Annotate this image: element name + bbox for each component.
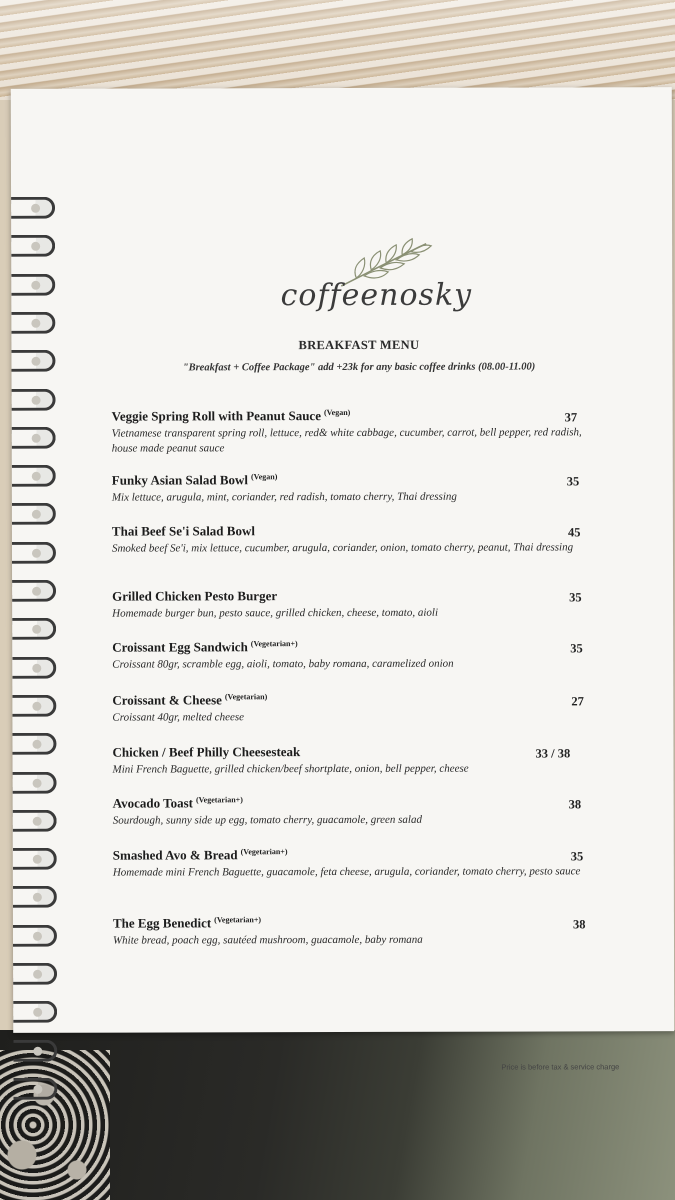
binding-ring	[13, 1001, 57, 1023]
menu-item	[112, 522, 592, 556]
menu-item	[112, 691, 592, 725]
menu-item-name	[112, 587, 592, 604]
menu-item-title: Croissant Egg Sandwich	[112, 639, 248, 655]
menu-title: BREAKFAST MENU	[298, 337, 420, 353]
binding-ring	[11, 197, 55, 219]
binding-ring	[12, 541, 56, 563]
menu-item-price: 35	[569, 590, 582, 605]
menu-item-price: 35	[566, 474, 580, 489]
wooden-table-background	[0, 0, 675, 100]
menu-item-title: Thai Beef Se'i Salad Bowl	[111, 523, 255, 539]
diet-tag: (Vegetarian+)	[250, 639, 298, 649]
menu-item-description: Homemade mini French Baguette, guacamole, feta cheese, arugula, coriander, tomato cherry, pesto sauce	[112, 865, 581, 879]
menu-item-price: 37	[564, 410, 578, 425]
menu-item	[112, 638, 592, 672]
menu-item-title: Smashed Avo & Bread	[112, 847, 238, 863]
menu-item-description: Croissant 80gr, scramble egg, aioli, tomato, baby romana, caramelized onion	[112, 657, 454, 671]
menu-item	[112, 471, 592, 505]
menu-item-price: 35	[570, 641, 583, 656]
menu-item-price: 38	[572, 917, 586, 932]
menu-item-description: Smoked beef Se'i, mix lettuce, cucumber, arugula, coriander, onion, tomato cherry, peanut, Thai dressing	[111, 541, 574, 555]
menu-item-name	[113, 846, 593, 863]
menu-item-price: 38	[568, 797, 582, 812]
menu-item	[112, 587, 592, 621]
menu-item-description: Vietnamese transparent spring roll, lettuce, red& white cabbage, cucumber, carrot, bell pepper, red radish, house made peanut sauce	[111, 426, 582, 455]
menu-item-name	[112, 691, 592, 708]
binding-ring	[12, 618, 56, 640]
binding-ring	[12, 733, 56, 755]
menu-item-name	[113, 914, 593, 931]
binding-ring	[12, 580, 56, 602]
diet-tag: (Vegetarian+)	[214, 915, 262, 925]
menu-item-name	[113, 794, 593, 811]
binding-ring	[12, 465, 56, 487]
diet-tag: (Vegan)	[323, 407, 351, 418]
diet-tag: (Vegetarian+)	[240, 847, 288, 857]
menu-item-title: Croissant & Cheese	[112, 692, 222, 708]
binding-ring	[12, 388, 56, 410]
binding-ring	[13, 886, 57, 908]
menu-item-title: Veggie Spring Roll with Peanut Sauce	[111, 408, 321, 424]
menu-item-name	[112, 638, 592, 655]
binding-ring	[11, 350, 55, 372]
menu-item-description: Homemade burger bun, pesto sauce, grilled chicken, cheese, tomato, aioli	[112, 606, 439, 620]
binding-ring	[13, 963, 57, 985]
binding-ring	[12, 656, 56, 678]
menu-content	[106, 217, 626, 1072]
binding-ring	[13, 1039, 57, 1061]
menu-item	[112, 743, 592, 777]
menu-item	[113, 846, 593, 880]
package-note: "Breakfast + Coffee Package" add +23k for any basic coffee drinks (08.00-11.00)	[182, 361, 536, 374]
menu-item-price: 27	[571, 694, 584, 709]
menu-item-description: White bread, poach egg, sautéed mushroom, guacamole, baby romana	[112, 933, 423, 947]
binding-ring	[13, 924, 57, 946]
menu-item-title: Chicken / Beef Philly Cheesesteak	[112, 744, 301, 760]
menu-item-description: Sourdough, sunny side up egg, tomato cherry, guacamole, green salad	[112, 813, 422, 827]
menu-item-title: Funky Asian Salad Bowl	[111, 472, 249, 488]
binding-ring	[11, 312, 55, 334]
menu-item	[113, 794, 593, 828]
menu-item-title: Grilled Chicken Pesto Burger	[112, 588, 278, 604]
binding-ring	[13, 848, 57, 870]
menu-item-name	[112, 743, 592, 760]
binding-ring	[13, 771, 57, 793]
diet-tag: (Vegetarian)	[224, 692, 268, 702]
fabric-background	[0, 1030, 675, 1200]
menu-item-price: 35	[570, 849, 584, 864]
binding-ring	[11, 273, 55, 295]
menu-item-name	[112, 522, 592, 539]
menu-item-description: Mini French Baguette, grilled chicken/beef shortplate, onion, bell pepper, cheese	[112, 762, 469, 776]
brand-logo	[256, 236, 496, 327]
binding-ring	[12, 695, 56, 717]
binding-ring	[12, 427, 56, 449]
menu-item-title: The Egg Benedict	[112, 915, 212, 931]
price-footnote: Price is before tax & service charge	[501, 1062, 620, 1072]
menu-item-name	[112, 407, 592, 424]
menu-item-title: Avocado Toast	[112, 795, 193, 811]
menu-item-description: Mix lettuce, arugula, mint, coriander, red radish, tomato cherry, Thai dressing	[111, 490, 457, 504]
binding-ring	[12, 503, 56, 525]
menu-item-name	[112, 471, 592, 488]
menu-item	[112, 407, 592, 456]
menu-item-price: 45	[567, 525, 581, 540]
menu-item-price: 33 / 38	[535, 746, 571, 761]
menu-item	[113, 914, 593, 948]
menu-item-description: Croissant 40gr, melted cheese	[112, 711, 245, 724]
brand-name: coffeenosky	[280, 277, 473, 314]
menu-page	[11, 87, 674, 1072]
spiral-binding	[11, 197, 63, 1107]
diet-tag: (Vegan)	[250, 472, 278, 482]
diet-tag: (Vegetarian+)	[195, 795, 243, 805]
binding-ring	[13, 810, 57, 832]
binding-ring	[11, 235, 55, 257]
binding-ring	[13, 1078, 57, 1100]
